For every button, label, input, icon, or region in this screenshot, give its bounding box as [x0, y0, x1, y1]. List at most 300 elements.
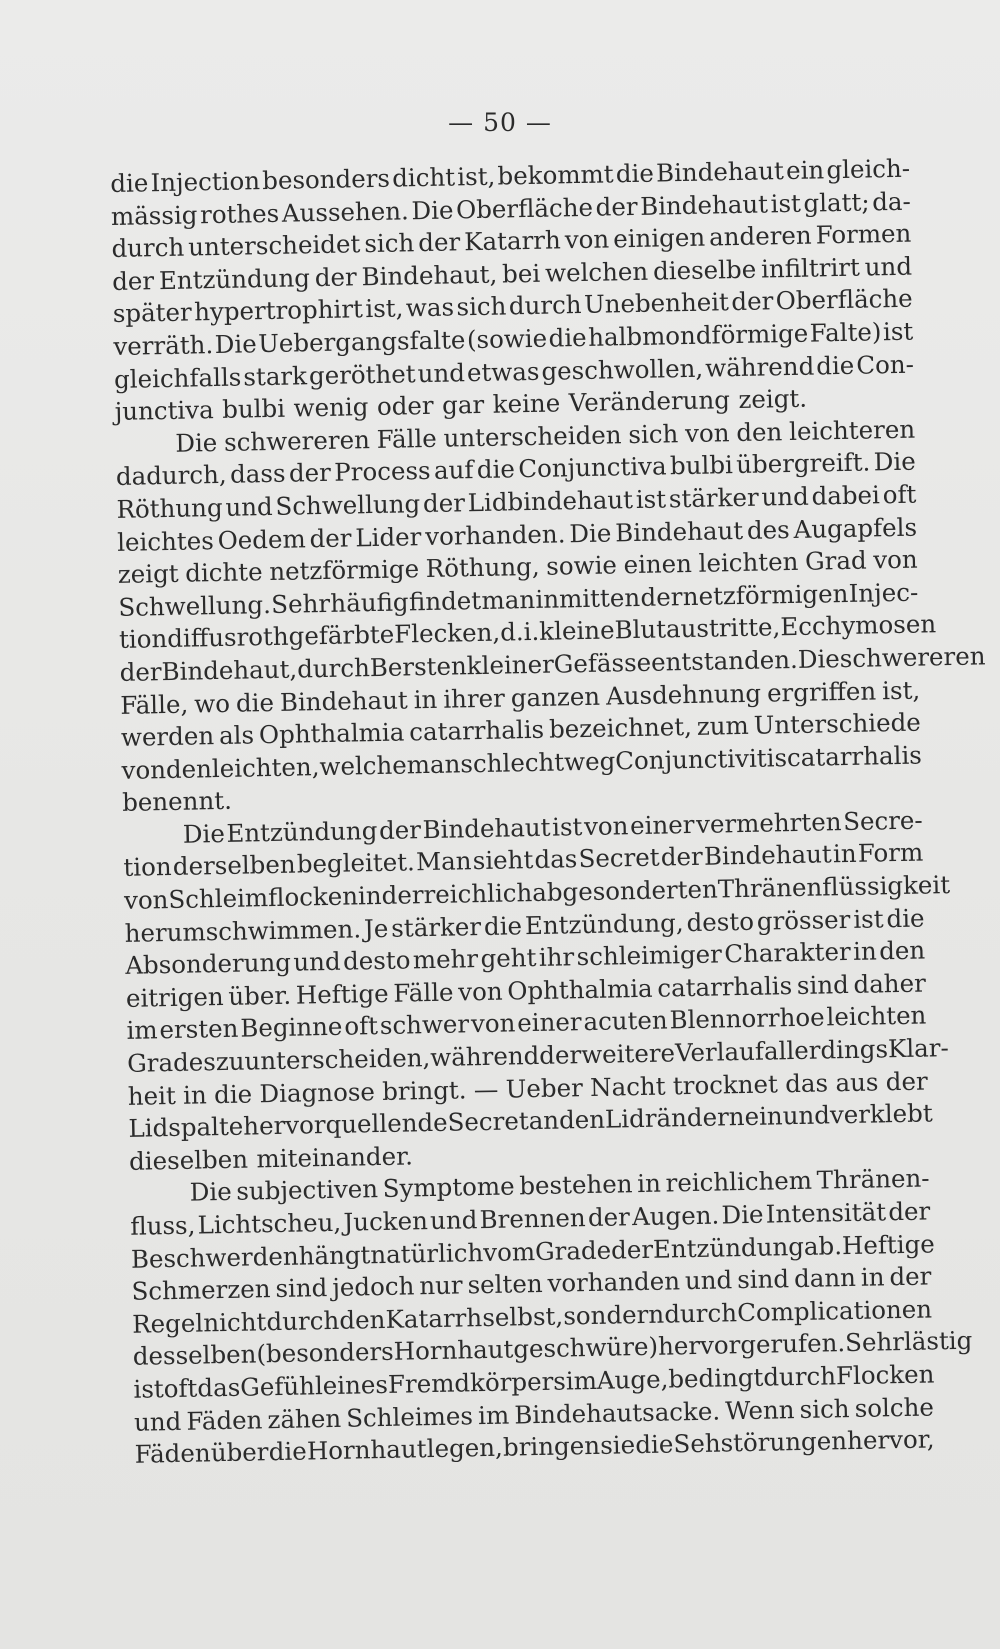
- word: Fälle,: [120, 689, 189, 720]
- word: Bindehautsacke.: [514, 1396, 721, 1430]
- word: solche: [854, 1391, 935, 1423]
- word: Unebenheit: [583, 287, 730, 320]
- word: leichten: [826, 1000, 927, 1032]
- page-number: — 50 —: [448, 108, 552, 137]
- word: Blutaustritte,: [614, 612, 781, 645]
- word: zeigt.: [738, 383, 808, 415]
- word: Bindehaut: [279, 684, 408, 717]
- word: der: [309, 522, 352, 553]
- word: Uebergangsfalte: [257, 325, 466, 359]
- word: ergriffen: [766, 675, 877, 707]
- body-text: [110, 153, 986, 1472]
- word: Bindehaut: [422, 812, 551, 844]
- word: und: [782, 1100, 831, 1131]
- word: Die: [189, 1177, 232, 1208]
- word: bringt.: [381, 1074, 467, 1106]
- word: Injec-: [848, 577, 919, 608]
- word: die: [548, 322, 587, 353]
- word: herumschwimmen.: [124, 913, 362, 948]
- word: bekommt: [497, 159, 614, 191]
- word: Die: [797, 643, 841, 674]
- word: rothes: [199, 198, 280, 229]
- word: (sowie: [466, 323, 548, 355]
- word: Bindehaut: [614, 515, 744, 547]
- word: der: [381, 880, 424, 910]
- word: den: [736, 416, 783, 447]
- word: entstanden.: [650, 644, 799, 677]
- word: diffus: [166, 622, 237, 654]
- word: sind: [275, 1273, 328, 1304]
- word: ist,: [881, 675, 921, 705]
- word: Lidrändern: [604, 1102, 745, 1134]
- word: schwereren: [223, 424, 371, 457]
- word: Die: [721, 1199, 764, 1230]
- word: die: [476, 454, 516, 485]
- word: keine: [492, 388, 561, 419]
- word: auf: [433, 455, 474, 486]
- word: Jucken: [343, 1206, 429, 1237]
- word: gefärbte: [288, 619, 395, 651]
- word: der: [417, 227, 461, 258]
- word: Fäden: [134, 1438, 211, 1469]
- word: mehr: [412, 944, 479, 975]
- word: Complicationen: [736, 1294, 933, 1327]
- word: durch: [111, 232, 185, 264]
- word: unterscheiden,: [244, 1043, 431, 1076]
- word: wenig: [293, 392, 369, 423]
- word: von: [684, 417, 730, 448]
- word: kleiner: [466, 649, 555, 681]
- word: oft: [163, 1373, 198, 1404]
- word: die: [213, 1079, 253, 1109]
- word: schwer: [379, 1009, 470, 1041]
- word: hervorgerufen.: [657, 1328, 846, 1362]
- word: Fremdkörpers: [387, 1366, 567, 1399]
- word: der: [119, 657, 162, 687]
- word: häufig: [330, 587, 409, 618]
- word: Schleimes: [345, 1400, 474, 1433]
- word: selbst,: [482, 1301, 564, 1332]
- word: desto: [342, 945, 411, 976]
- word: was: [405, 292, 455, 323]
- word: Die: [214, 329, 257, 359]
- word: Beschwerden: [130, 1241, 299, 1274]
- word: ihr: [538, 942, 575, 973]
- word: abgesonderten: [531, 874, 719, 908]
- word: Falte): [809, 317, 882, 348]
- word: Aussehen.: [281, 195, 410, 228]
- word: und: [225, 491, 273, 522]
- word: die: [635, 1429, 674, 1460]
- word: und: [293, 946, 341, 977]
- word: von: [564, 224, 610, 255]
- word: Conjunctivitis: [614, 742, 788, 776]
- word: über.: [228, 980, 292, 1011]
- word: hängt: [298, 1239, 371, 1271]
- word: in: [182, 1079, 208, 1110]
- word: verräth.: [113, 330, 214, 361]
- word: in: [413, 684, 438, 714]
- word: Je: [363, 913, 389, 943]
- word: ein: [785, 155, 825, 186]
- word: natürlich: [370, 1237, 484, 1269]
- word: die: [615, 158, 655, 189]
- word: Brennen: [479, 1203, 586, 1235]
- word: Grad: [804, 545, 867, 576]
- word: Oedem: [217, 523, 306, 555]
- word: von: [123, 885, 169, 915]
- word: Process: [333, 456, 431, 488]
- word: dabei: [811, 480, 881, 511]
- word: miteinander.: [256, 1141, 414, 1174]
- word: den: [339, 1304, 386, 1335]
- word: dieselben: [128, 1144, 249, 1176]
- word: geschwollen,: [541, 353, 704, 386]
- word: bulbi: [221, 393, 286, 425]
- word: dann: [793, 1263, 857, 1294]
- word: in: [852, 936, 878, 967]
- word: Ophthalmia: [507, 973, 653, 1006]
- word: sind: [796, 969, 850, 1000]
- word: man: [406, 749, 461, 780]
- word: der: [538, 1040, 582, 1070]
- word: während: [429, 1040, 540, 1073]
- word: der: [889, 1261, 932, 1292]
- word: reichlich: [423, 878, 533, 910]
- word: gleichfalls: [113, 362, 242, 394]
- word: den: [878, 935, 926, 966]
- word: ist: [770, 188, 802, 218]
- word: Lidbindehaut: [467, 484, 634, 518]
- word: inmitten: [535, 582, 641, 614]
- word: eitrigen: [125, 981, 224, 1013]
- word: dichte: [184, 557, 263, 588]
- word: zähen: [267, 1403, 342, 1434]
- word: sie: [599, 1430, 636, 1460]
- word: Röthung: [116, 492, 223, 524]
- word: Ophthalmia: [258, 717, 405, 750]
- word: ein: [744, 1101, 783, 1132]
- word: Entzündung,: [524, 907, 684, 940]
- word: einer: [516, 1007, 582, 1038]
- word: Augen.: [631, 1200, 720, 1232]
- word: Entzündung: [652, 1231, 805, 1264]
- word: über: [210, 1437, 269, 1468]
- word: d.: [499, 617, 524, 647]
- word: und: [761, 481, 810, 512]
- word: wo: [193, 688, 231, 718]
- word: der: [731, 286, 774, 317]
- word: in: [636, 1169, 662, 1199]
- word: Oberfläche: [775, 283, 913, 316]
- word: ab.: [803, 1230, 843, 1261]
- word: benennt.: [121, 786, 233, 818]
- word: durch: [664, 1297, 738, 1329]
- word: Diagnose: [259, 1076, 376, 1108]
- word: bedingt: [668, 1362, 764, 1394]
- word: und: [864, 251, 913, 282]
- word: Sehr: [270, 588, 331, 619]
- word: selten: [467, 1269, 543, 1300]
- word: Katarrh: [385, 1302, 483, 1334]
- word: nur: [419, 1270, 463, 1301]
- word: der: [111, 265, 155, 296]
- word: Thränenflüssigkeit: [717, 870, 951, 904]
- word: Ecchymosen: [780, 609, 937, 642]
- word: durch: [266, 1305, 340, 1336]
- word: leichten: [698, 546, 799, 578]
- word: oft: [882, 479, 917, 510]
- word: Wenn: [724, 1394, 795, 1425]
- word: man: [481, 584, 536, 615]
- word: Intensität: [765, 1197, 887, 1229]
- word: Bindehaut,: [161, 654, 298, 687]
- word: Gefässe: [553, 647, 652, 679]
- word: im: [477, 1400, 510, 1430]
- word: von: [457, 976, 503, 1007]
- word: Regel: [131, 1308, 204, 1339]
- word: netzförmigen: [682, 578, 849, 611]
- word: welche: [319, 750, 408, 781]
- word: oder: [376, 390, 434, 422]
- word: leichten,: [211, 751, 320, 783]
- word: Absonderung: [125, 947, 292, 981]
- word: einigen: [612, 222, 706, 254]
- word: halbmondförmige: [587, 318, 809, 352]
- word: die: [483, 910, 523, 941]
- word: ersten: [159, 1014, 239, 1045]
- word: in: [860, 1262, 885, 1292]
- word: unterscheidet: [187, 229, 361, 262]
- word: —: [473, 1074, 499, 1104]
- word: Die: [182, 818, 226, 849]
- word: heit: [127, 1080, 177, 1111]
- word: von: [583, 811, 629, 841]
- word: Injection: [150, 166, 261, 198]
- word: lästig: [903, 1326, 973, 1357]
- word: desselben: [132, 1339, 257, 1372]
- word: der: [885, 1066, 928, 1096]
- word: bei: [501, 258, 541, 289]
- word: Gefühl: [239, 1371, 324, 1402]
- word: ist: [133, 1374, 164, 1404]
- word: daher: [853, 968, 927, 999]
- word: übergreift.: [735, 447, 871, 480]
- word: der: [887, 1196, 931, 1227]
- word: schwereren: [839, 641, 986, 673]
- word: die: [815, 350, 855, 381]
- word: allerdings: [763, 1034, 889, 1066]
- word: catarrhalis: [408, 714, 545, 747]
- word: sich: [456, 291, 507, 322]
- word: Sehstörungen: [673, 1426, 848, 1459]
- word: Katarrh: [463, 225, 562, 257]
- word: bestehen: [519, 1169, 633, 1201]
- word: Die: [569, 517, 612, 548]
- word: später: [112, 297, 192, 329]
- word: Flocken: [835, 1359, 935, 1391]
- word: den: [558, 1104, 606, 1135]
- word: ist,: [365, 293, 404, 324]
- word: tion: [123, 852, 172, 883]
- word: gleich-: [826, 153, 911, 185]
- word: im: [565, 1365, 598, 1396]
- word: Formen: [815, 218, 912, 250]
- word: Fälle: [393, 977, 454, 1008]
- word: das: [784, 1068, 829, 1098]
- word: da-: [871, 186, 912, 216]
- word: und: [417, 357, 466, 388]
- word: stark: [243, 360, 308, 392]
- word: Secret: [578, 843, 660, 874]
- word: in: [357, 880, 382, 911]
- word: Fäden: [186, 1404, 263, 1436]
- word: kleine: [538, 615, 615, 647]
- word: sieht: [472, 845, 534, 876]
- word: Conjunctiva: [518, 451, 667, 484]
- word: schleimiger: [576, 939, 723, 972]
- word: oft: [344, 1011, 379, 1042]
- word: bringen: [502, 1430, 601, 1462]
- word: Bindehaut: [639, 188, 769, 221]
- word: ist: [551, 811, 583, 842]
- word: schlechtweg: [460, 746, 616, 779]
- word: Lichtscheu,: [197, 1207, 342, 1240]
- word: Flecken,: [393, 617, 501, 649]
- word: dadurch,: [115, 460, 227, 492]
- word: unterscheiden: [443, 419, 622, 453]
- word: Con-: [856, 349, 915, 380]
- word: Lidspalte: [128, 1111, 244, 1144]
- word: Symptome: [382, 1171, 515, 1204]
- word: Fälle: [376, 423, 438, 454]
- word: etwas: [466, 356, 540, 387]
- word: Röthung,: [425, 551, 540, 584]
- word: legen,: [426, 1432, 504, 1464]
- word: von: [873, 544, 918, 575]
- word: von: [121, 754, 167, 785]
- word: aus: [835, 1067, 879, 1097]
- word: zeigt: [117, 558, 179, 590]
- word: i.: [523, 617, 540, 647]
- word: glatt;: [803, 187, 870, 218]
- word: der: [378, 815, 422, 845]
- word: weitere: [580, 1038, 676, 1070]
- word: nicht: [203, 1306, 267, 1338]
- word: ganzen: [510, 681, 601, 712]
- word: die: [268, 1436, 307, 1467]
- word: bulbi: [669, 450, 734, 481]
- word: sind: [736, 1264, 790, 1295]
- word: den: [165, 753, 213, 784]
- word: vermehrten: [695, 806, 842, 839]
- word: Bindehaut: [703, 839, 833, 872]
- word: stärker: [390, 911, 482, 943]
- word: welchen: [544, 256, 649, 288]
- word: catarrhalis: [786, 740, 923, 772]
- word: Form: [857, 837, 924, 869]
- word: Entzündung: [226, 815, 378, 848]
- word: im: [126, 1015, 158, 1046]
- word: Auge,: [596, 1364, 669, 1395]
- word: derselben: [172, 850, 296, 882]
- word: von: [470, 1008, 516, 1039]
- word: Sehr: [844, 1327, 905, 1358]
- word: der: [422, 488, 466, 518]
- word: Veränderung: [568, 385, 731, 418]
- word: und: [684, 1265, 733, 1296]
- word: Unterschiede: [753, 707, 922, 740]
- word: eines: [322, 1369, 389, 1401]
- word: Secre-: [842, 805, 923, 836]
- word: stärker: [668, 482, 759, 514]
- word: ihrer: [443, 683, 506, 714]
- word: sich: [628, 418, 679, 449]
- word: Grades: [126, 1047, 217, 1078]
- word: Schleimflocken: [168, 881, 359, 915]
- word: verklebt: [829, 1098, 933, 1130]
- word: vorhanden: [547, 1266, 681, 1298]
- word: ist: [882, 316, 914, 347]
- word: Ausdehnung: [605, 678, 762, 711]
- word: trocknet: [672, 1068, 779, 1100]
- word: ist,: [456, 161, 496, 192]
- word: Schwellung.: [118, 589, 272, 622]
- word: dieselbe: [652, 254, 757, 286]
- word: netzförmige: [268, 554, 420, 587]
- word: der: [595, 191, 638, 222]
- word: fluss,: [130, 1210, 196, 1241]
- word: hervorquellende: [242, 1107, 448, 1141]
- word: durch: [296, 653, 371, 684]
- word: Grade: [534, 1235, 612, 1266]
- word: einen: [623, 549, 693, 580]
- word: die: [110, 168, 149, 198]
- word: Die: [873, 446, 916, 477]
- word: ist: [635, 484, 667, 514]
- word: leichteren: [788, 414, 916, 446]
- word: in: [832, 839, 857, 869]
- word: Heftige: [841, 1228, 936, 1260]
- word: hypertrophirt: [193, 294, 364, 327]
- word: vorhanden.: [424, 518, 566, 551]
- word: Verlauf: [674, 1036, 765, 1068]
- word: Die: [411, 195, 454, 225]
- word: vom: [482, 1236, 536, 1267]
- word: sich: [799, 1393, 850, 1424]
- word: an: [528, 1105, 560, 1136]
- word: und: [429, 1205, 478, 1236]
- word: mässig: [110, 199, 198, 231]
- word: begleitet.: [296, 847, 416, 880]
- word: sondern: [563, 1299, 665, 1331]
- word: Thränen-: [816, 1163, 930, 1196]
- word: werden: [120, 721, 215, 752]
- word: desto: [686, 906, 755, 937]
- word: Die: [175, 427, 218, 458]
- word: tion: [118, 624, 168, 655]
- word: Bindehaut,: [361, 259, 498, 291]
- word: sowie: [545, 550, 618, 581]
- word: der: [314, 262, 357, 292]
- word: das: [197, 1372, 241, 1403]
- word: Man: [415, 846, 472, 877]
- word: dass: [229, 459, 286, 490]
- word: Schwellung: [275, 489, 421, 521]
- word: und: [133, 1406, 182, 1437]
- word: Bindehaut: [655, 156, 785, 188]
- word: sich: [364, 228, 415, 259]
